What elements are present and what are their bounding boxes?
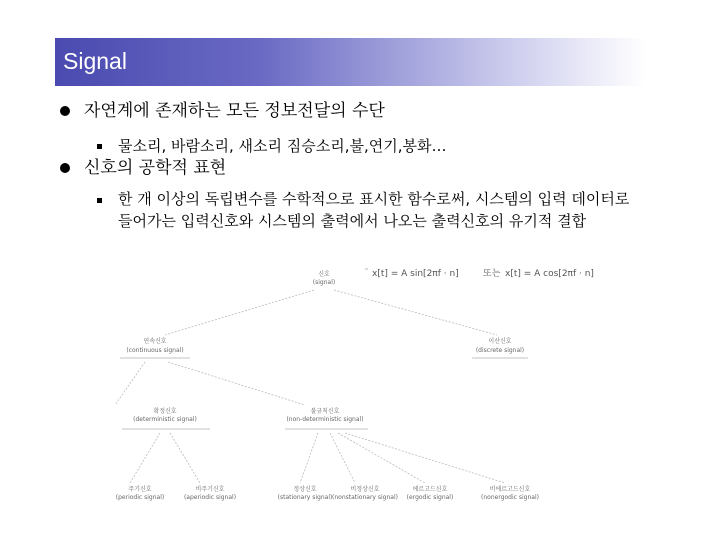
node-root-label: 신호 [318, 271, 330, 278]
edge-continuous-left [115, 362, 145, 405]
edge-det-periodic [130, 433, 160, 483]
edge-nondet-nonergodic [345, 433, 505, 483]
leaf-nonstationary-sub: (nonstationary signal) [332, 494, 398, 501]
slide-title: Signal [63, 48, 127, 74]
title-bar [55, 38, 645, 86]
formula-connector: 또는 [483, 269, 501, 279]
edge-det-aperiodic [170, 433, 200, 483]
edge-nondet-ergodic [338, 433, 425, 483]
node-continuous-sub: (continuous signal) [126, 347, 184, 354]
leaf-periodic-label: 주기신호 [128, 486, 152, 493]
leaf-nonstationary-label: 비정상신호 [350, 486, 380, 493]
bullet-dot [60, 163, 70, 173]
node-deterministic-sub: (deterministic signal) [133, 416, 197, 423]
sub-bullet-square [97, 198, 102, 203]
sub-bullet-text: 물소리, 바람소리, 새소리 짐승소리,불,연기,봉화… [118, 137, 447, 155]
bullet-dot [60, 106, 70, 116]
edge-nondet-stationary [300, 433, 318, 483]
leaf-ergodic-label: 에르고드신호 [412, 486, 448, 493]
formula-sin: x[t] = A sin[2πf · n] [372, 269, 459, 279]
sub-bullet-square [97, 144, 102, 149]
leaf-nonergodic-label: 비에르고드신호 [489, 486, 531, 493]
node-deterministic-label: 확정신호 [153, 408, 177, 415]
edge-nondet-nonstationary [330, 433, 355, 483]
bullet-text: 자연계에 존재하는 모든 정보전달의 수단 [84, 101, 385, 121]
node-nondeterministic-label: 불규칙신호 [310, 408, 340, 415]
leaf-stationary-sub: (stationary signal) [277, 494, 333, 501]
node-nondeterministic-sub: (non-deterministic signal) [286, 416, 364, 423]
node-root-sub: (signal) [312, 279, 336, 286]
node-discrete-label: 이산신호 [488, 338, 512, 345]
leaf-ergodic-sub: (ergodic signal) [406, 494, 454, 501]
leaf-stationary-label: 정상신호 [293, 486, 317, 493]
sub-bullet-text: 한 개 이상의 독립변수를 수학적으로 표시한 함수로써, 시스템의 입력 데이터로 들어가는 입력신호와 시스템의 출력에서 나오는 출력신호의 유기적 결합 [118, 190, 630, 230]
edge-continuous-right [168, 362, 305, 405]
leaf-nonergodic-sub: (nonergodic signal) [481, 494, 539, 501]
leaf-periodic-sub: (periodic signal) [115, 494, 165, 501]
formula-cos: x[t] = A cos[2πf · n] [505, 269, 594, 279]
leaf-aperiodic-label: 비주기신호 [195, 486, 225, 493]
node-discrete-sub: (discrete signal) [475, 347, 525, 354]
node-continuous-label: 연속신호 [143, 338, 167, 345]
bullet-text: 신호의 공학적 표현 [84, 158, 227, 178]
edge-root-right [334, 290, 497, 335]
leaf-aperiodic-sub: (aperiodic signal) [183, 494, 237, 501]
edge-root-left [165, 290, 314, 335]
